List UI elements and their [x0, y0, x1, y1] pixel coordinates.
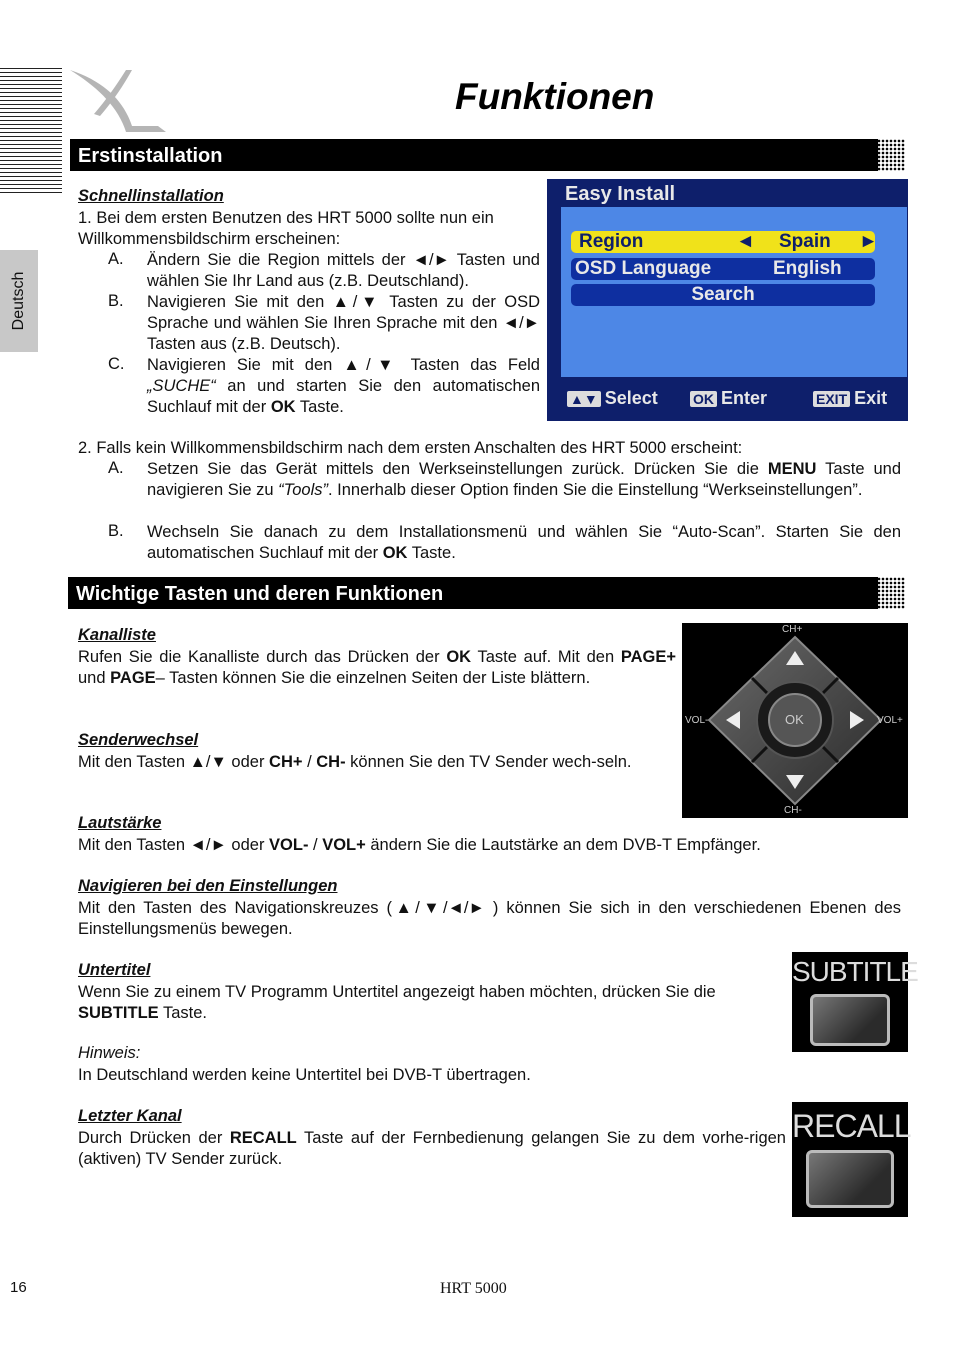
- subtitle-button-face-icon: [810, 994, 890, 1046]
- hinweis-label: Hinweis:: [78, 1044, 141, 1062]
- list-item-label: A.: [108, 250, 124, 268]
- osd-row-label: OSD Language: [575, 258, 712, 279]
- osd-menu-panel: [561, 207, 907, 377]
- section-heading-wichtige-tasten: [68, 577, 878, 609]
- list-item-c: [108, 355, 540, 418]
- kanalliste-text: Rufen Sie die Kanalliste durch das Drücken der OK Taste auf. Mit den PAGE+ und PAGE– Tasten können Sie die einzelnen Seiten der Liste blättern.: [78, 648, 677, 687]
- header-stripes: [0, 68, 62, 196]
- osd-enter-hint: OK Enter: [690, 388, 767, 409]
- subheading-lautstaerke: Lautstärke: [78, 814, 162, 832]
- recall-button-image: [792, 1102, 911, 1217]
- remote-label-ch-minus: CH-: [784, 805, 802, 816]
- section-heading-erstinstallation: [70, 139, 878, 171]
- osd-row-value: Spain: [779, 231, 831, 252]
- subtitle-button-caption: SUBTITLE: [792, 956, 918, 987]
- remote-label-vol-plus: VOL+: [877, 715, 903, 726]
- heading-dots-decoration: [873, 577, 905, 609]
- subheading-kanalliste: Kanalliste: [78, 626, 156, 644]
- list-item-text: Navigieren Sie mit den ▲/▼ Tasten das Feld „SUCHE“ an und starten Sie den automatischen Suchlauf mit der OK Taste.: [147, 356, 540, 416]
- paragraph-1: [78, 208, 540, 250]
- remote-navigation-image: [682, 623, 908, 818]
- list-item-a: [108, 250, 540, 292]
- list-item-2b: [108, 522, 901, 564]
- letzter-kanal-text: Durch Drücken der RECALL Taste auf der Fernbedienung gelangen Sie zu dem vorhe-rigen (aktiven) TV Sender zurück.: [78, 1129, 786, 1168]
- osd-title: Easy Install: [565, 183, 676, 205]
- paragraph-1-line-2: Willkommensbildschirm erscheinen:: [78, 230, 341, 248]
- heading-dots-decoration: [873, 139, 905, 171]
- list-item-text: Navigieren Sie mit den ▲/▼ Tasten zu der OSD Sprache und wählen Sie Ihren Sprache mit den ◄/► Tasten aus (z.B. Deutsch).: [147, 293, 540, 353]
- brand-logo-icon: [66, 66, 170, 136]
- paragraph-1-line-1: 1. Bei dem ersten Benutzen des HRT 5000 sollte nun ein: [78, 209, 494, 227]
- osd-left-arrow-icon: ◄: [736, 231, 755, 252]
- list-item-text: Ändern Sie die Region mittels der ◄/► Tasten und wählen Sie Ihr Land aus (z.B. Deutschland).: [147, 251, 540, 290]
- side-tab-label: Deutsch: [10, 271, 27, 331]
- section-heading-text: Wichtige Tasten und deren Funktionen: [76, 583, 444, 605]
- list-item-2a: [108, 459, 901, 522]
- remote-label-ok: OK: [785, 712, 804, 727]
- osd-exit-hint: EXIT Exit: [813, 388, 887, 409]
- list-item-text: Wechseln Sie danach zu dem Installationsmenü und wählen Sie “Auto-Scan”. Starten Sie den automatischen Suchlauf mit der OK Taste.: [147, 523, 901, 562]
- remote-label-ch-plus: CH+: [782, 624, 803, 635]
- lautstaerke-text: Mit den Tasten ◄/► oder VOL- / VOL+ ändern Sie die Lautstärke an dem DVB-T Empfänger.: [78, 836, 761, 854]
- list-item-label: B.: [108, 522, 124, 540]
- list-item-label: B.: [108, 292, 124, 310]
- osd-select-hint: ▲▼ Select: [567, 388, 658, 409]
- osd-row-region[interactable]: [571, 231, 878, 253]
- remote-label-vol-minus: VOL-: [685, 715, 709, 726]
- page-title: Funktionen: [455, 76, 655, 117]
- osd-right-arrow-icon: ►: [859, 231, 878, 252]
- paragraph-2: 2. Falls kein Willkommensbildschirm nach dem ersten Anschalten des HRT 5000 erscheint:: [78, 439, 743, 457]
- osd-footer: [547, 379, 908, 421]
- section-heading-text: Erstinstallation: [78, 145, 223, 167]
- list-item-text: Setzen Sie das Gerät mittels den Werkseinstellungen zurück. Drücken Sie die MENU Taste und navigieren Sie zu “Tools”. Innerhalb dieser Option finden Sie die Einstellung “Werkseinstellungen”.: [147, 460, 901, 499]
- subheading-letzter-kanal: Letzter Kanal: [78, 1107, 182, 1125]
- navigieren-text: Mit den Tasten des Navigationskreuzes (▲/▼/◄/► ) können Sie sich in den verschiedenen Ebenen des Einstellungsmenüs bewegen.: [78, 899, 901, 938]
- subheading-navigieren: Navigieren bei den Einstellungen: [78, 877, 338, 895]
- subheading-untertitel: Untertitel: [78, 961, 151, 979]
- hinweis-text: In Deutschland werden keine Untertitel bei DVB-T übertragen.: [78, 1066, 531, 1084]
- osd-row-osd-language[interactable]: [571, 258, 875, 280]
- list-item-b: [108, 292, 540, 355]
- subheading-senderwechsel: Senderwechsel: [78, 731, 199, 749]
- page-number: 16: [10, 1279, 27, 1296]
- subtitle-button-image: [792, 952, 918, 1052]
- list-item-label: A.: [108, 459, 124, 477]
- osd-row-value: English: [773, 258, 842, 279]
- untertitel-text: Wenn Sie zu einem TV Programm Untertitel angezeigt haben möchten, drücken Sie die SUBTITLE Taste.: [78, 983, 716, 1022]
- osd-row-search[interactable]: [571, 284, 875, 306]
- footer-model-name: HRT 5000: [440, 1280, 507, 1297]
- recall-button-face-icon: [806, 1150, 894, 1208]
- subheading-schnellinstallation: Schnellinstallation: [78, 187, 224, 205]
- osd-row-label: Search: [691, 284, 755, 305]
- recall-button-caption: RECALL: [792, 1108, 911, 1144]
- language-side-tab: [0, 250, 38, 352]
- easy-install-screenshot: [547, 179, 908, 421]
- list-item-label: C.: [108, 355, 125, 373]
- osd-row-label: Region: [579, 231, 644, 252]
- senderwechsel-text: Mit den Tasten ▲/▼ oder CH+ / CH- können Sie den TV Sender wech-seln.: [78, 753, 632, 771]
